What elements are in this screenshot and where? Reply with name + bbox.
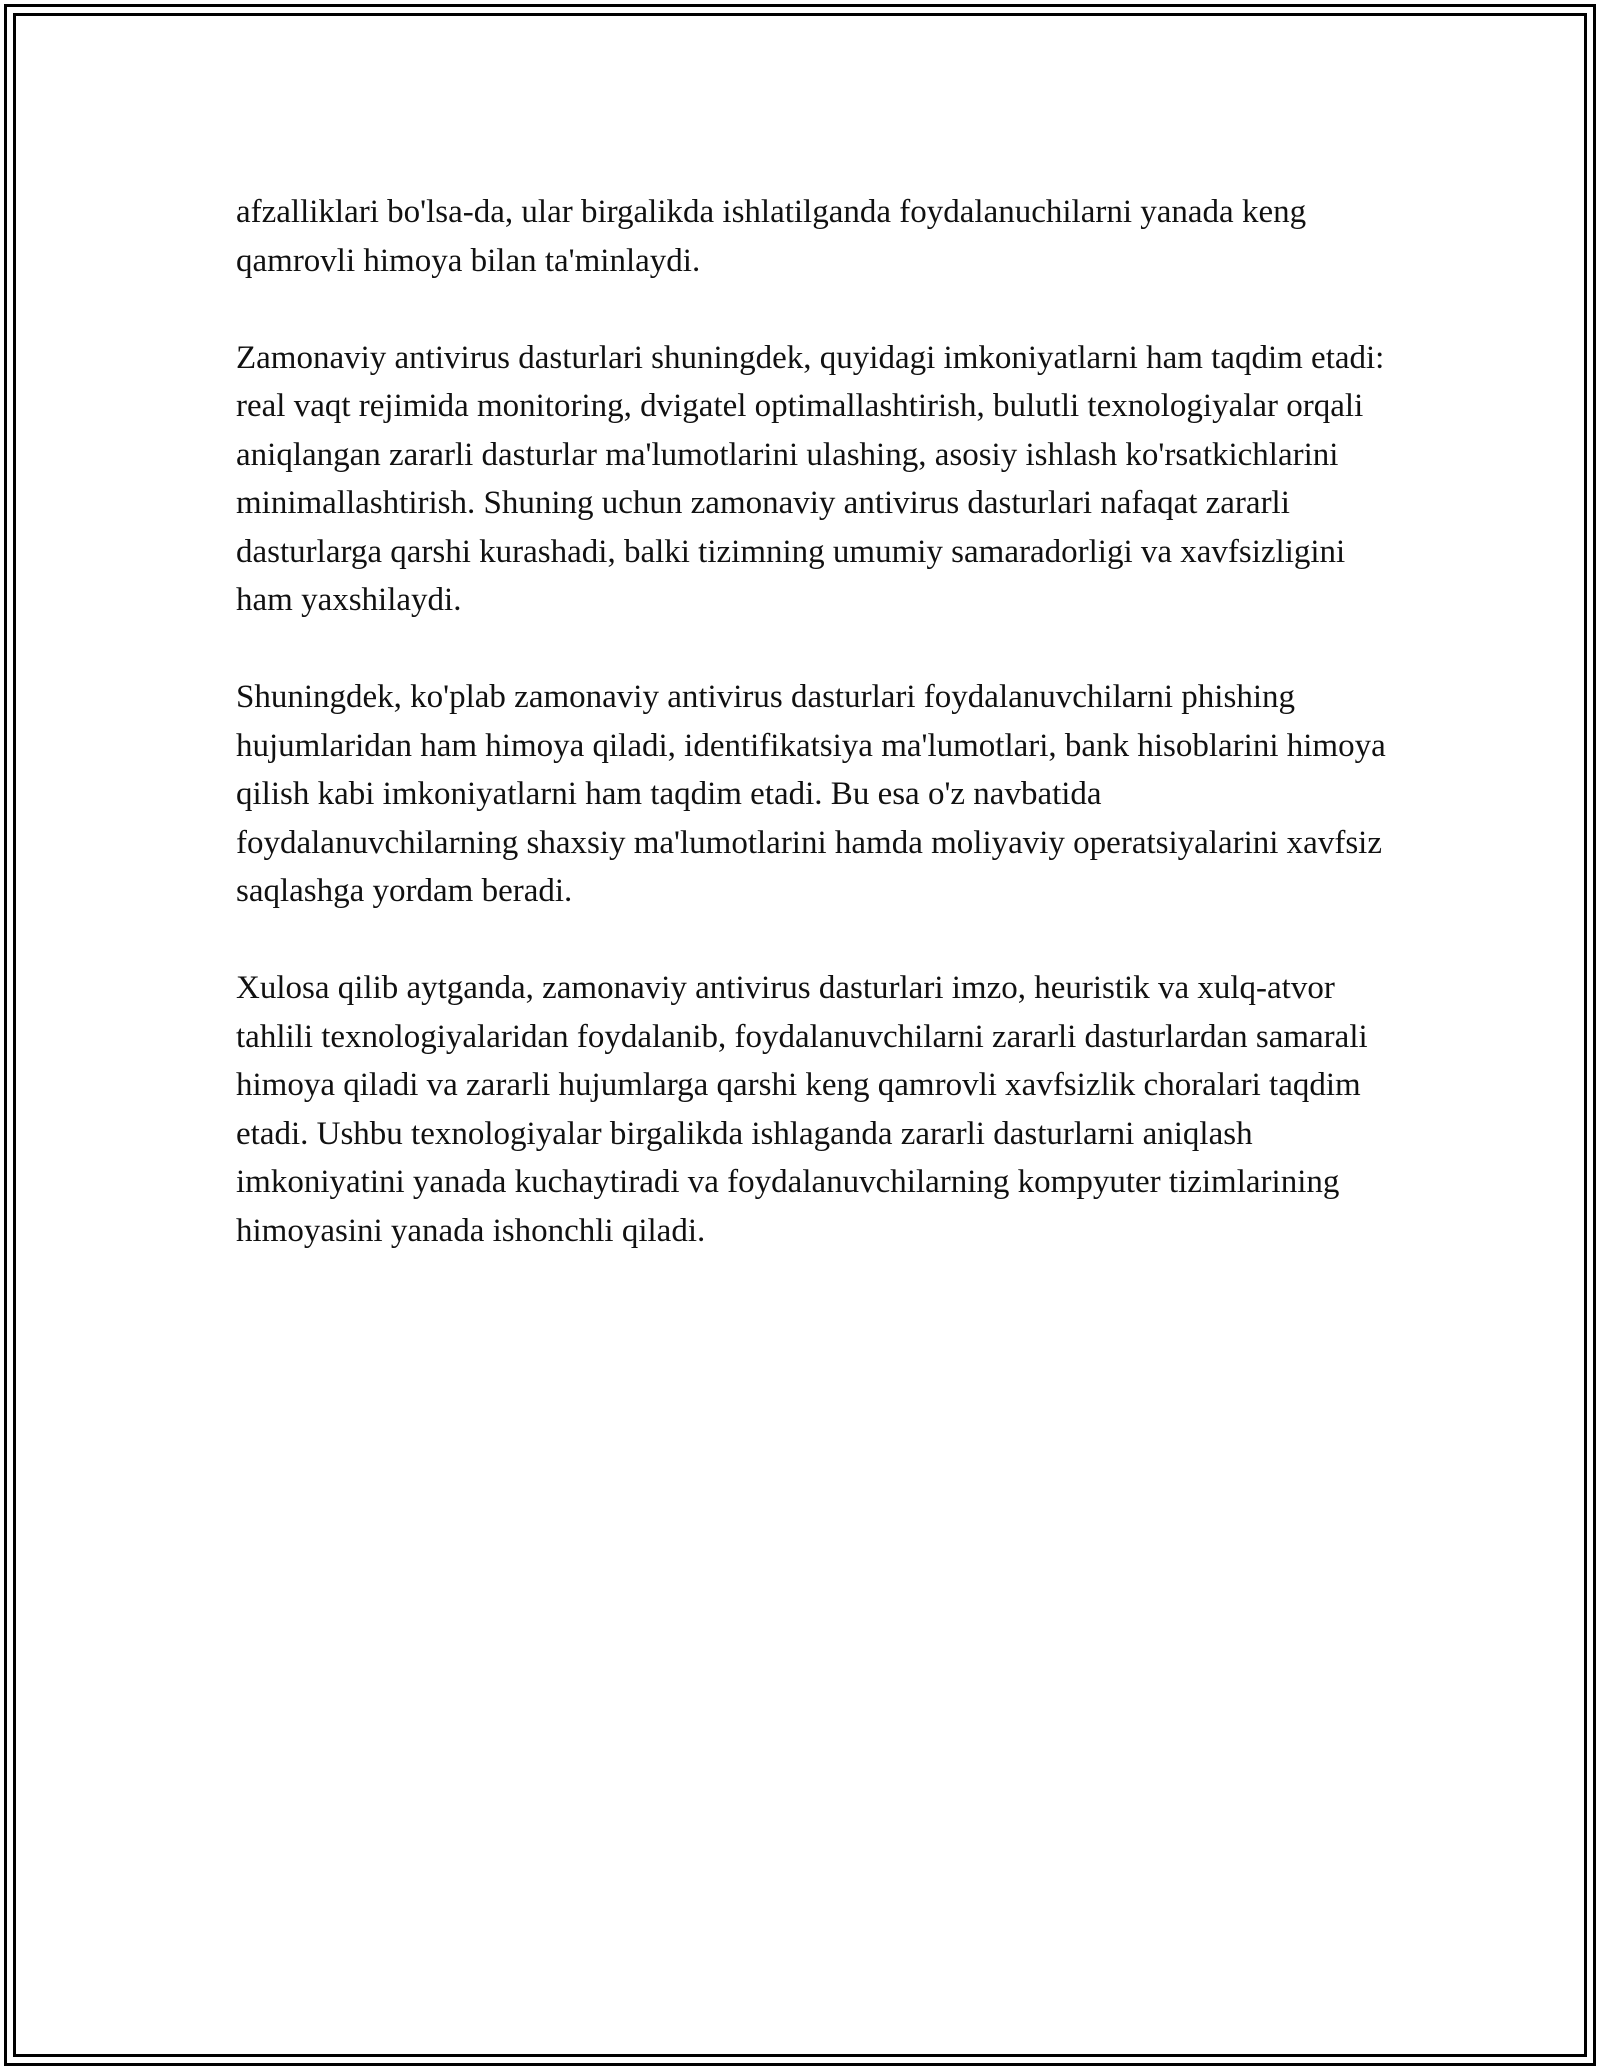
paragraph-continuation: afzalliklari bo'lsa-da, ular birgalikda ishlatilganda foydalanuchilarni yanada keng qamrovli himoya bilan ta'minlaydi. bbox=[236, 194, 1307, 279]
paragraph-modern-features: Zamonaviy antivirus dasturlari shuningdek, quyidagi imkoniyatlarni ham taqdim etadi: real vaqt rejimida monitoring, dvigatel optimallashtirish, bulutli texnologiyalar orqali aniqlangan zararli dasturlar ma'lumotlarini ulashing, asosiy ishlash ko'rsatkichlarini minimallashtirish. Shuning uchun zamonaviy antivirus dasturlari nafaqat zararli dasturlarga qarshi kurashadi, balki tizimning umumiy samaradorligi va xavfsizligini ham yaxshilaydi. bbox=[236, 339, 1385, 618]
paragraph-phishing-protection: Shuningdek, ko'plab zamonaviy antivirus dasturlari foydalanuvchilarni phishing hujumlaridan ham himoya qiladi, identifikatsiya ma'lumotlari, bank hisoblarini himoya qilish kabi imkoniyatlarni ham taqdim etadi. Bu esa o'z navbatida foydalanuvchilarning shaxsiy ma'lumotlarini hamda moliyaviy operatsiyalarini xavfsiz saqlashga yordam beradi. bbox=[236, 679, 1386, 909]
document-body bbox=[236, 188, 1386, 1255]
paragraph-conclusion: Xulosa qilib aytganda, zamonaviy antivirus dasturlari imzo, heuristik va xulq-atvor tahlili texnologiyalaridan foydalanib, foydalanuvchilarni zararli dasturlardan samarali himoya qiladi va zararli hujumlarga qarshi keng qamrovli xavfsizlik choralari taqdim etadi. Ushbu texnologiyalar birgalikda ishlaganda zararli dasturlarni aniqlash imkoniyatini yanada kuchaytiradi va foydalanuvchilarning kompyuter tizimlarining himoyasini yanada ishonchli qiladi. bbox=[236, 970, 1368, 1249]
